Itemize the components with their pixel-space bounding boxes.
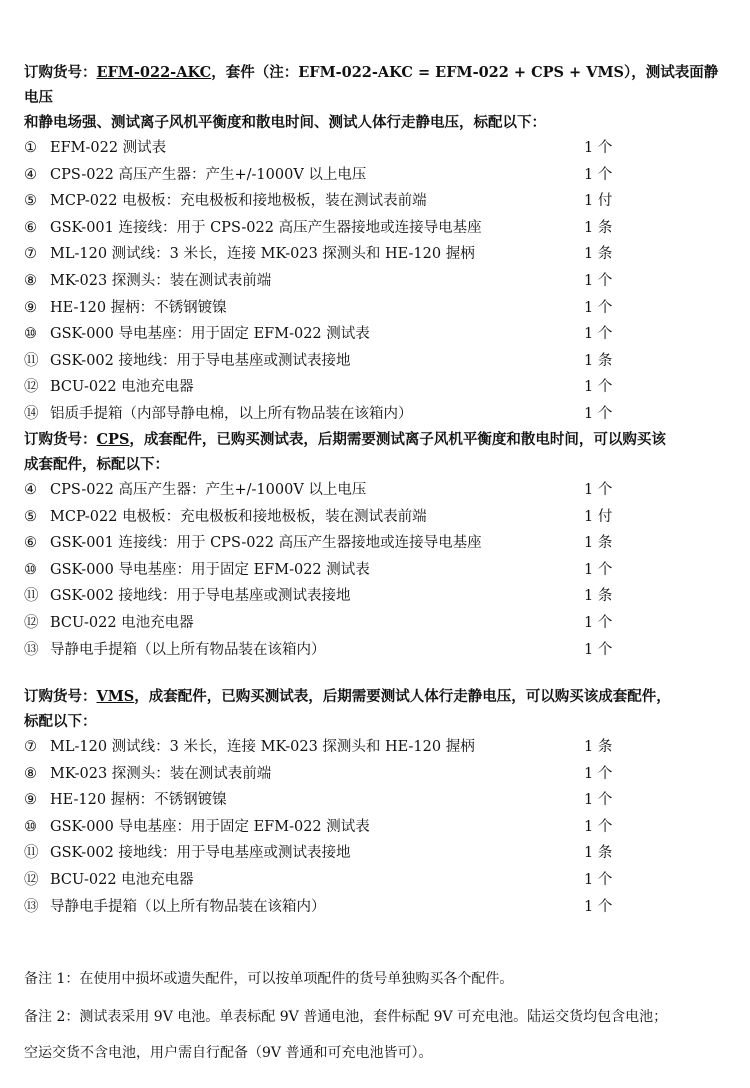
item-description: ML-120 测试线：3 米长，连接 MK-023 探测头和 HE-120 握柄 — [50, 739, 475, 755]
item-number: ⑦ — [24, 739, 37, 755]
list-item — [24, 637, 724, 664]
item-number: ⑨ — [24, 792, 37, 809]
heading-text: ，成套配件，已购买测试表，后期需要测试离子风机平衡度和散电时间，可以购买该 — [129, 431, 666, 448]
item-list — [24, 477, 724, 663]
item-quantity: 1 个 — [584, 299, 613, 316]
item-quantity: 1 个 — [584, 140, 613, 156]
list-item — [24, 162, 724, 189]
item-description: 铝质手提箱（内部导静电棉，以上所有物品装在该箱内） — [50, 405, 413, 422]
heading-text-line2: 和静电场强、测试离子风机平衡度和散电时间、测试人体行走静电压，标配以下： — [24, 114, 546, 131]
item-number: ⑨ — [24, 299, 37, 316]
item-quantity: 1 个 — [584, 561, 613, 578]
note-2-line-2: 空运交货不含电池，用户需自行配备（9V 普通和可充电池皆可）。 — [24, 1045, 433, 1061]
item-description: CPS-022 高压产生器：产生+/-1000V 以上电压 — [50, 166, 367, 183]
section-heading — [24, 684, 724, 709]
list-item — [24, 557, 724, 584]
item-quantity: 1 个 — [584, 272, 613, 289]
item-number: ⑥ — [24, 535, 37, 552]
list-item — [24, 348, 724, 375]
list-item — [24, 321, 724, 348]
list-item — [24, 894, 724, 921]
list-item — [24, 761, 724, 788]
list-item — [24, 188, 724, 215]
list-item — [24, 215, 724, 242]
list-item — [24, 135, 724, 162]
heading-prefix: 订购货号： — [24, 64, 97, 81]
item-number: ⑩ — [24, 561, 37, 578]
item-number: ④ — [24, 482, 37, 498]
item-quantity: 1 条 — [584, 739, 613, 755]
item-quantity: 1 条 — [584, 588, 613, 605]
item-description: GSK-001 连接线：用于 CPS-022 高压产生器接地或连接导电基座 — [50, 219, 482, 236]
item-quantity: 1 个 — [584, 614, 613, 631]
section-heading — [24, 60, 724, 110]
list-item — [24, 477, 724, 504]
item-quantity: 1 个 — [584, 379, 613, 396]
item-description: MCP-022 电极板：充电极板和接地极板，装在测试表前端 — [50, 508, 427, 525]
item-number: ⑤ — [24, 508, 37, 525]
item-description: GSK-002 接地线：用于导电基座或测试表接地 — [50, 845, 351, 862]
item-number: ① — [24, 140, 37, 156]
item-description: MK-023 探测头：装在测试表前端 — [50, 765, 272, 782]
item-number: ⑦ — [24, 246, 37, 263]
item-description: BCU-022 电池充电器 — [50, 614, 194, 631]
item-quantity: 1 个 — [584, 641, 613, 658]
item-quantity: 1 条 — [584, 352, 613, 369]
item-number: ⑫ — [24, 871, 39, 888]
item-description: 导静电手提箱（以上所有物品装在该箱内） — [50, 641, 326, 658]
list-item — [24, 610, 724, 637]
item-number: ⑫ — [24, 379, 39, 396]
item-quantity: 1 个 — [584, 405, 613, 422]
item-number: ⑧ — [24, 765, 37, 782]
item-description: CPS-022 高压产生器：产生+/-1000V 以上电压 — [50, 482, 367, 498]
item-description: GSK-000 导电基座：用于固定 EFM-022 测试表 — [50, 326, 370, 343]
item-quantity: 1 付 — [584, 508, 613, 525]
heading-text: ，套件（注：EFM-022-AKC = EFM-022 + CPS + VMS），测试表面静电压 — [24, 64, 719, 106]
item-quantity: 1 个 — [584, 326, 613, 343]
item-number: ⑩ — [24, 818, 37, 835]
note-1: 备注 1：在使用中损坏或遗失配件，可以按单项配件的货号单独购买各个配件。 — [24, 971, 514, 987]
item-number: ⑬ — [24, 641, 39, 658]
item-description: GSK-001 连接线：用于 CPS-022 高压产生器接地或连接导电基座 — [50, 535, 482, 552]
item-number: ⑪ — [24, 588, 39, 605]
item-quantity: 1 个 — [584, 792, 613, 809]
item-description: EFM-022 测试表 — [50, 140, 167, 156]
list-item — [24, 840, 724, 867]
item-list — [24, 135, 724, 428]
item-number: ⑪ — [24, 352, 39, 369]
item-description: MCP-022 电极板：充电极板和接地极板，装在测试表前端 — [50, 193, 427, 210]
item-description: BCU-022 电池充电器 — [50, 379, 194, 396]
heading-text: ，成套配件，已购买测试表，后期需要测试人体行走静电压，可以购买该成套配件， — [134, 688, 671, 705]
order-code: EFM-022-AKC — [96, 64, 212, 81]
item-description: MK-023 探测头：装在测试表前端 — [50, 272, 272, 289]
item-number: ⑪ — [24, 845, 39, 862]
order-code: CPS — [96, 431, 130, 448]
item-number: ⑥ — [24, 219, 37, 236]
item-description: GSK-000 导电基座：用于固定 EFM-022 测试表 — [50, 818, 370, 835]
item-quantity: 1 付 — [584, 193, 613, 210]
section-efm-022-akc — [24, 60, 724, 428]
section-cps — [24, 427, 724, 663]
list-item — [24, 504, 724, 531]
item-list — [24, 734, 724, 920]
item-quantity: 1 条 — [584, 535, 613, 552]
list-item — [24, 734, 724, 761]
list-item — [24, 787, 724, 814]
heading-text-line2: 成套配件，标配以下： — [24, 456, 169, 473]
item-quantity: 1 个 — [584, 898, 613, 915]
item-quantity: 1 个 — [584, 166, 613, 183]
item-description: HE-120 握柄：不锈钢镀镍 — [50, 792, 227, 809]
list-item — [24, 867, 724, 894]
item-number: ⑤ — [24, 193, 37, 210]
order-code: VMS — [96, 688, 135, 705]
list-item — [24, 374, 724, 401]
item-number: ⑬ — [24, 898, 39, 915]
heading-prefix: 订购货号： — [24, 431, 97, 448]
heading-text-line2: 标配以下： — [24, 713, 97, 730]
note-2-line-1: 备注 2：测试表采用 9V 电池。单表标配 9V 普通电池，套件标配 9V 可充电池。陆运交货均包含电池； — [24, 1009, 668, 1025]
item-number: ⑧ — [24, 272, 37, 289]
item-description: GSK-002 接地线：用于导电基座或测试表接地 — [50, 588, 351, 605]
item-number: ⑭ — [24, 405, 39, 422]
item-description: ML-120 测试线：3 米长，连接 MK-023 探测头和 HE-120 握柄 — [50, 246, 475, 263]
item-quantity: 1 条 — [584, 246, 613, 263]
list-item — [24, 814, 724, 841]
item-description: GSK-002 接地线：用于导电基座或测试表接地 — [50, 352, 351, 369]
item-quantity: 1 个 — [584, 482, 613, 498]
item-number: ⑩ — [24, 326, 37, 343]
item-number: ④ — [24, 166, 37, 183]
list-item — [24, 295, 724, 322]
item-description: 导静电手提箱（以上所有物品装在该箱内） — [50, 898, 326, 915]
section-vms — [24, 684, 724, 920]
item-description: BCU-022 电池充电器 — [50, 871, 194, 888]
item-description: HE-120 握柄：不锈钢镀镍 — [50, 299, 227, 316]
list-item — [24, 268, 724, 295]
item-number: ⑫ — [24, 614, 39, 631]
list-item — [24, 401, 724, 428]
item-quantity: 1 个 — [584, 818, 613, 835]
item-quantity: 1 条 — [584, 845, 613, 862]
heading-prefix: 订购货号： — [24, 688, 97, 705]
item-quantity: 1 个 — [584, 871, 613, 888]
list-item — [24, 530, 724, 557]
section-heading — [24, 427, 724, 452]
list-item — [24, 583, 724, 610]
item-quantity: 1 个 — [584, 765, 613, 782]
item-quantity: 1 条 — [584, 219, 613, 236]
item-description: GSK-000 导电基座：用于固定 EFM-022 测试表 — [50, 561, 370, 578]
list-item — [24, 241, 724, 268]
